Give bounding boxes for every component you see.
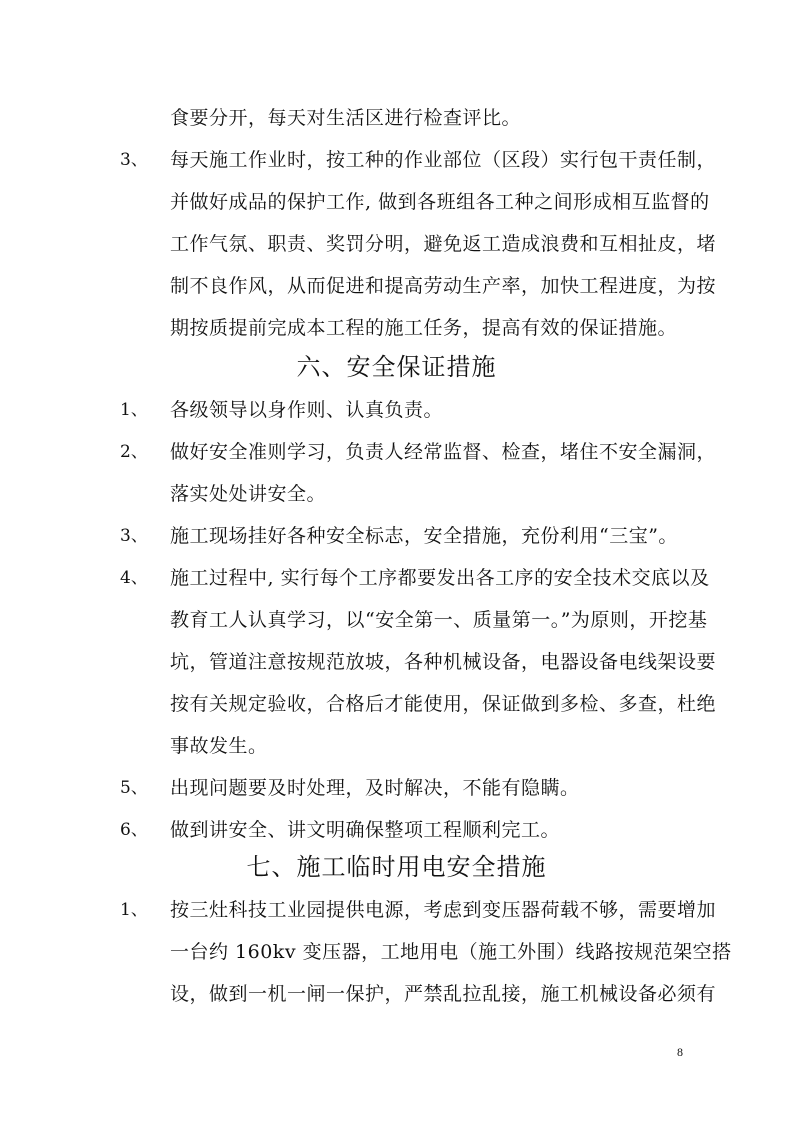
paragraph-line: 施工过程中, 实行每个工序都要发出各工序的安全技术交底以及 — [170, 567, 710, 589]
paragraph-line: 事故发生。 — [170, 735, 268, 757]
paragraph-line: 工作气氛、职责、奖罚分明，避免返工造成浪费和互相扯皮，堵 — [170, 233, 717, 255]
item-number: 1、 — [120, 400, 148, 420]
paragraph-line: 做到讲安全、讲文明确保整项工程顺利完工。 — [170, 819, 561, 841]
paragraph-line: 每天施工作业时，按工种的作业部位（区段）实行包干责任制， — [170, 149, 717, 171]
paragraph-line: 一台约 160kv 变压器，工地用电（施工外围）线路按规范架空搭 — [170, 941, 732, 963]
paragraph-line: 落实处处讲安全。 — [170, 483, 327, 505]
paragraph-line: 各级领导以身作则、认真负责。 — [170, 399, 444, 421]
paragraph-line: 制不良作风，从而促进和提高劳动生产率，加快工程进度，为按 — [170, 275, 717, 297]
item-number: 6、 — [120, 820, 148, 840]
item-number: 2、 — [120, 442, 148, 462]
item-number: 4、 — [120, 568, 148, 588]
paragraph-line: 出现问题要及时处理，及时解决，不能有隐瞒。 — [170, 777, 580, 799]
item-number: 3、 — [120, 150, 148, 170]
paragraph-line: 设，做到一机一闸一保护，严禁乱拉乱接，施工机械设备必须有 — [170, 983, 717, 1005]
paragraph-line: 期按质提前完成本工程的施工任务，提高有效的保证措施。 — [170, 317, 678, 339]
paragraph-line: 教育工人认真学习，以“安全第一、质量第一。”为原则，开挖基 — [170, 609, 708, 631]
section-heading: 六、安全保证措施 — [296, 353, 497, 381]
paragraph-line: 坑，管道注意按规范放坡，各种机械设备，电器设备电线架设要 — [170, 651, 717, 673]
paragraph-line: 按三灶科技工业园提供电源，考虑到变压器荷载不够，需要增加 — [170, 899, 717, 921]
item-number: 1、 — [120, 900, 148, 920]
section-heading: 七、施工临时用电安全措施 — [246, 853, 547, 881]
paragraph-line: 做好安全准则学习，负责人经常监督、检查，堵住不安全漏洞， — [170, 441, 717, 463]
paragraph-line: 食要分开，每天对生活区进行检查评比。 — [170, 107, 522, 129]
item-number: 5、 — [120, 778, 148, 798]
paragraph-line: 施工现场挂好各种安全标志，安全措施，充份利用“三宝”。 — [170, 525, 678, 547]
paragraph-line: 并做好成品的保护工作, 做到各班组各工种之间形成相互监督的 — [170, 191, 710, 213]
item-number: 3、 — [120, 526, 148, 546]
page-number: 8 — [677, 1045, 683, 1059]
paragraph-line: 按有关规定验收，合格后才能使用，保证做到多检、多查，杜绝 — [170, 693, 717, 715]
